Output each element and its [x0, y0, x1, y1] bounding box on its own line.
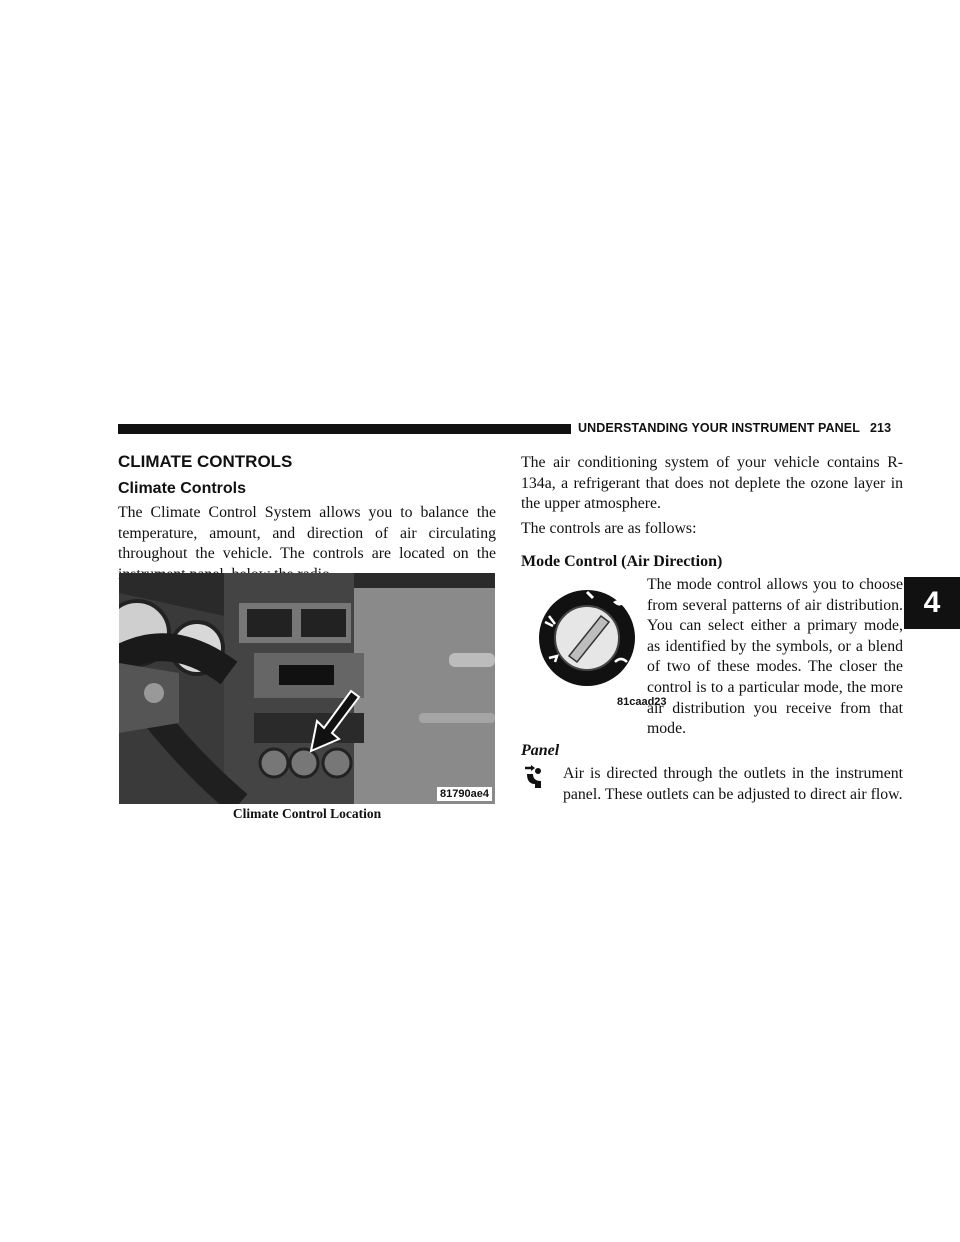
header-rule [118, 424, 571, 434]
running-header [578, 421, 904, 435]
page-number: 213 [869, 421, 892, 435]
subsection-title: Climate Controls [118, 480, 247, 497]
mode-knob-illustration [527, 578, 643, 688]
figure-code: 81790ae4 [437, 787, 492, 801]
figure-caption: Climate Control Location [232, 806, 382, 821]
panel-title: Panel [521, 742, 560, 759]
knob-figure-code: 81caad23 [617, 696, 667, 708]
intro-paragraph: The Climate Control System allows you to balance the temperature, amount, and direction of air circulating throughout the vehicle. The controls are located on the [118, 504, 496, 563]
section-title: CLIMATE CONTROLS [118, 452, 293, 471]
controls-intro: The controls are as follows: [521, 520, 697, 537]
climate-control-photo [119, 573, 495, 804]
mode-control-title: Mode Control (Air Direction) [521, 553, 723, 570]
mode-control-paragraph: The mode control allows you to choose from several patterns of air distribution. You can select either a primary mode, as identified by the symbols, or a blend of two of these modes. The closer the control is to a particular mode, the more air distribution you receive from that mode. [647, 576, 903, 738]
chapter-tab: 4 [904, 577, 960, 629]
header-section: UNDERSTANDING YOUR INSTRUMENT PANEL [578, 421, 860, 435]
ac-paragraph: The air conditioning system of your vehicle contains R-134a, a refrigerant that does not deplete the ozone layer in the upper atmosphere. [521, 454, 903, 513]
panel-vent-icon [521, 764, 547, 795]
panel-paragraph: Air is directed through the outlets in the instrument panel. These outlets can be adjusted to direct air flow. [563, 765, 903, 803]
